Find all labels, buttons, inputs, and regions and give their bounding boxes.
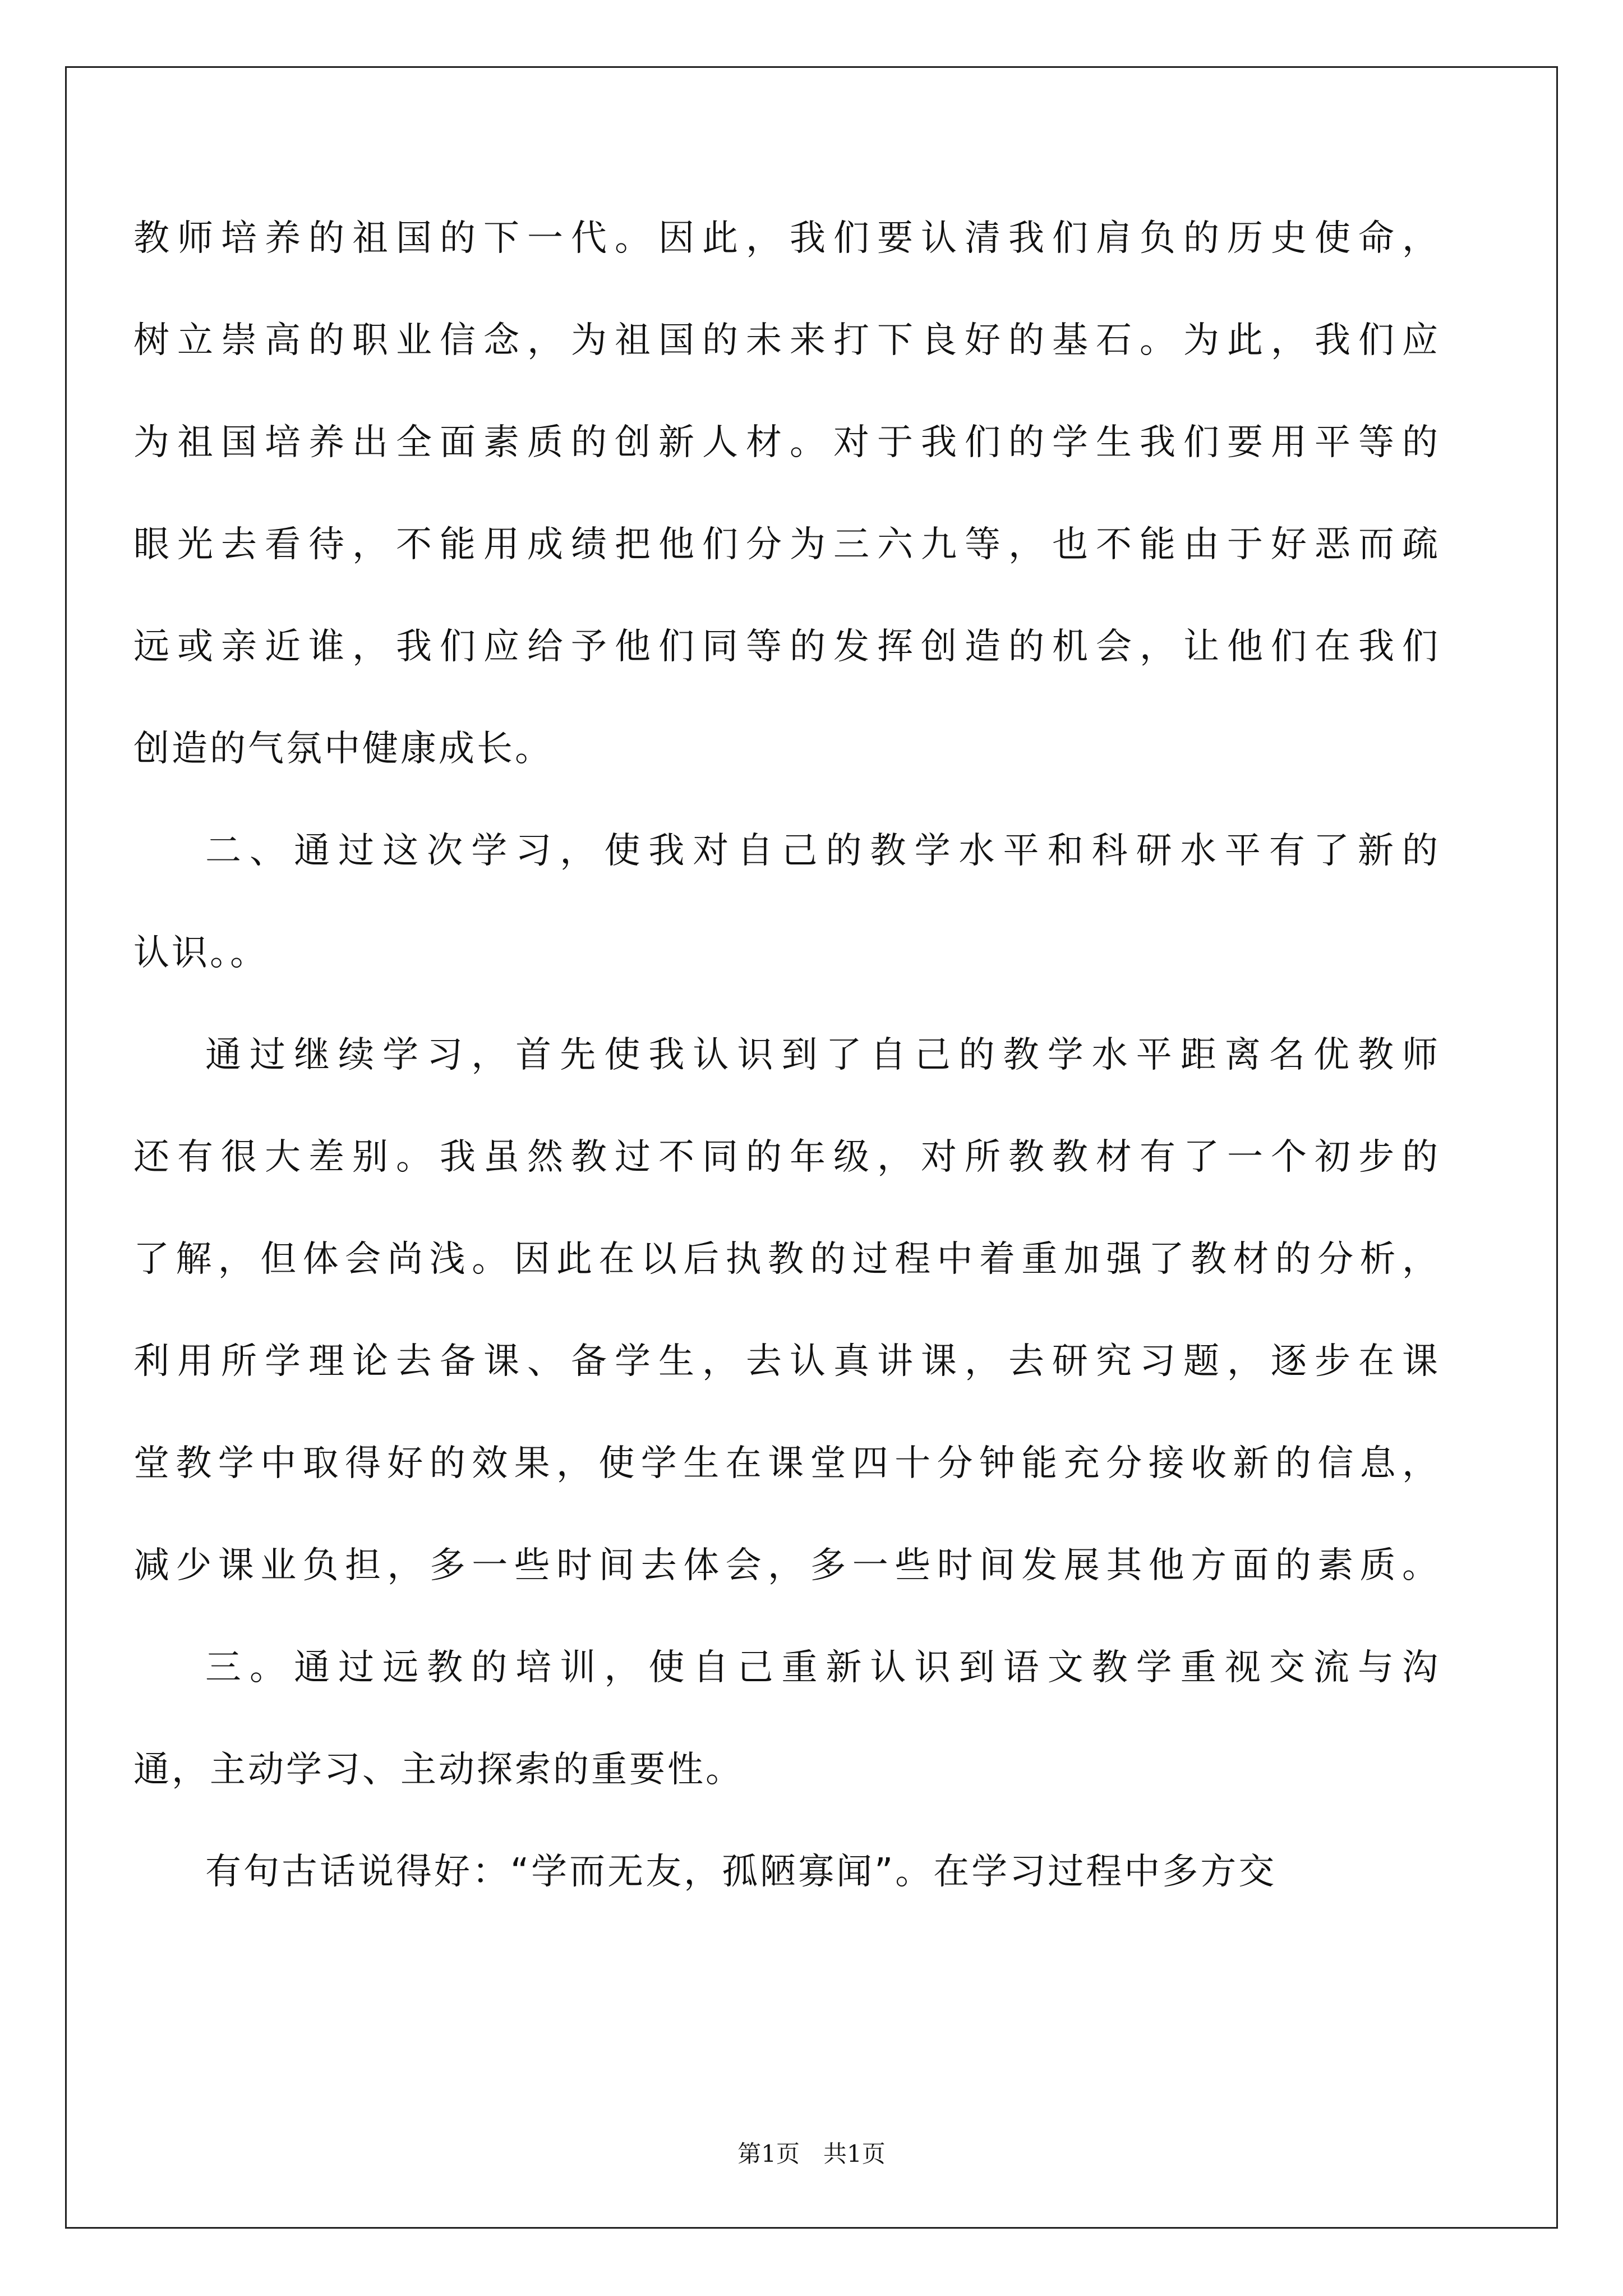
paragraph-start: 通过继续学习，首先使我认识到了自己的教学水平距离名优教师: [205, 1034, 1440, 1076]
text-line: 眼光去看待，不能用成绩把他们分为三六九等，也不能由于好恶而疏: [133, 524, 1440, 565]
text-line: 教师培养的祖国的下一代。因此，我们要认清我们肩负的历史使命，: [133, 218, 1440, 259]
text-line: 还有很大差别。我虽然教过不同的年级，对所教教材有了一个初步的: [133, 1137, 1440, 1178]
text-line: 远或亲近谁，我们应给予他们同等的发挥创造的机会，让他们在我们: [133, 626, 1440, 668]
text-line: 了解，但体会尚浅。因此在以后执教的过程中着重加强了教材的分析，: [133, 1239, 1440, 1280]
paragraph-heading-3: 三。通过远教的培训，使自己重新认识到语文教学重视交流与沟: [205, 1647, 1440, 1688]
page-number-footer: 第1页 共1页: [737, 2140, 886, 2168]
text-line: 减少课业负担，多一些时间去体会，多一些时间发展其他方面的素质。: [133, 1545, 1440, 1586]
text-line: 树立崇高的职业信念，为祖国的未来打下良好的基石。为此，我们应: [133, 320, 1440, 361]
paragraph-start: 有句古话说得好：“学而无友，孤陋寡闻”。在学习过程中多方交: [205, 1851, 1277, 1893]
text-line: 利用所学理论去备课、备学生，去认真讲课，去研究习题，逐步在课: [133, 1341, 1440, 1382]
text-line: 通，主动学习、主动探索的重要性。: [133, 1749, 744, 1791]
paragraph-heading-2: 二、通过这次学习，使我对自己的教学水平和科研水平有了新的: [205, 830, 1440, 872]
text-line: 创造的气氛中健康成长。: [133, 728, 553, 770]
text-line: 堂教学中取得好的效果，使学生在课堂四十分钟能充分接收新的信息，: [133, 1443, 1440, 1484]
text-line: 认识。。: [133, 932, 268, 974]
text-line: 为祖国培养出全面素质的创新人材。对于我们的学生我们要用平等的: [133, 422, 1440, 463]
